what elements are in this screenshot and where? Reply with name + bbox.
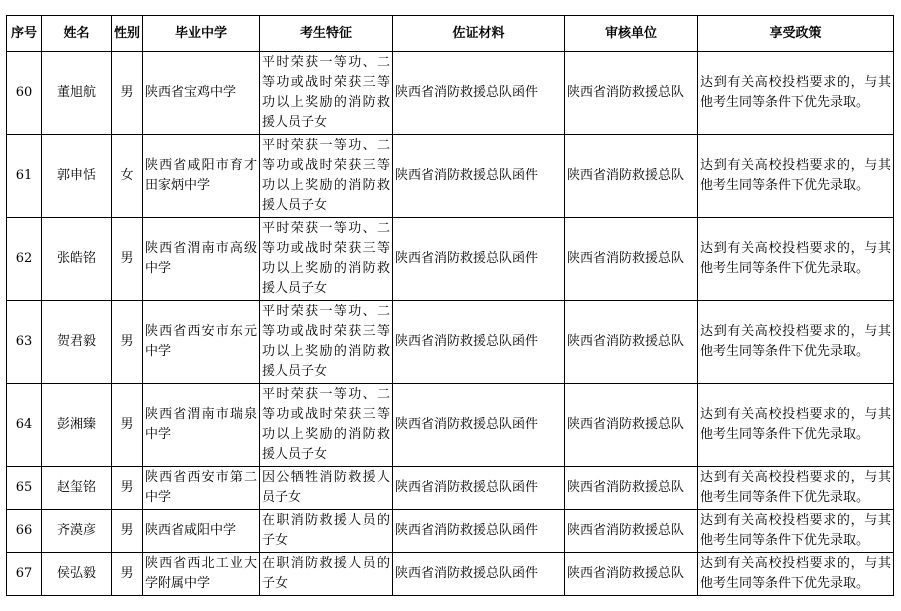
cell-policy: 达到有关高校投档要求的，与其他考生同等条件下优先录取。 — [698, 467, 894, 510]
policy-table — [6, 15, 894, 596]
cell-policy: 达到有关高校投档要求的，与其他考生同等条件下优先录取。 — [698, 553, 894, 596]
table-row — [7, 467, 894, 510]
cell-feature: 平时荣获一等功、二等功或战时荣获三等功以上奖励的消防救援人员子女 — [260, 384, 393, 467]
cell-school: 陕西省西安市第二中学 — [143, 467, 260, 510]
cell-evidence: 陕西省消防救援总队函件 — [393, 384, 565, 467]
cell-name: 张皓铭 — [42, 218, 112, 301]
cell-no: 64 — [7, 384, 42, 467]
cell-gender: 男 — [112, 52, 143, 135]
cell-school: 陕西省渭南市瑞泉中学 — [143, 384, 260, 467]
table-row — [7, 384, 894, 467]
cell-unit: 陕西省消防救援总队 — [565, 52, 698, 135]
table-row — [7, 218, 894, 301]
table-row — [7, 135, 894, 218]
header-school: 毕业中学 — [143, 16, 260, 52]
cell-unit: 陕西省消防救援总队 — [565, 218, 698, 301]
cell-no: 60 — [7, 52, 42, 135]
cell-school: 陕西省西北工业大学附属中学 — [143, 553, 260, 596]
cell-no: 65 — [7, 467, 42, 510]
cell-feature: 因公牺牲消防救援人员子女 — [260, 467, 393, 510]
cell-name: 贺君毅 — [42, 301, 112, 384]
cell-gender: 男 — [112, 553, 143, 596]
cell-name: 齐漠彦 — [42, 510, 112, 553]
header-name: 姓名 — [42, 16, 112, 52]
table-row — [7, 301, 894, 384]
cell-evidence: 陕西省消防救援总队函件 — [393, 135, 565, 218]
cell-policy: 达到有关高校投档要求的，与其他考生同等条件下优先录取。 — [698, 301, 894, 384]
cell-evidence: 陕西省消防救援总队函件 — [393, 301, 565, 384]
cell-unit: 陕西省消防救援总队 — [565, 467, 698, 510]
cell-unit: 陕西省消防救援总队 — [565, 135, 698, 218]
cell-feature: 在职消防救援人员的子女 — [260, 553, 393, 596]
cell-evidence: 陕西省消防救援总队函件 — [393, 52, 565, 135]
table-header-row — [7, 16, 894, 52]
cell-no: 63 — [7, 301, 42, 384]
cell-no: 67 — [7, 553, 42, 596]
cell-name: 赵玺铭 — [42, 467, 112, 510]
cell-gender: 男 — [112, 384, 143, 467]
cell-unit: 陕西省消防救援总队 — [565, 384, 698, 467]
cell-unit: 陕西省消防救援总队 — [565, 553, 698, 596]
cell-feature: 平时荣获一等功、二等功或战时荣获三等功以上奖励的消防救援人员子女 — [260, 218, 393, 301]
cell-name: 郭申恬 — [42, 135, 112, 218]
header-policy: 享受政策 — [698, 16, 894, 52]
cell-policy: 达到有关高校投档要求的，与其他考生同等条件下优先录取。 — [698, 510, 894, 553]
cell-gender: 女 — [112, 135, 143, 218]
cell-no: 62 — [7, 218, 42, 301]
cell-school: 陕西省宝鸡中学 — [143, 52, 260, 135]
cell-evidence: 陕西省消防救援总队函件 — [393, 218, 565, 301]
cell-unit: 陕西省消防救援总队 — [565, 301, 698, 384]
cell-feature: 平时荣获一等功、二等功或战时荣获三等功以上奖励的消防救援人员子女 — [260, 52, 393, 135]
header-no: 序号 — [7, 16, 42, 52]
cell-feature: 在职消防救援人员的子女 — [260, 510, 393, 553]
table-row — [7, 52, 894, 135]
cell-school: 陕西省咸阳市育才田家炳中学 — [143, 135, 260, 218]
cell-unit: 陕西省消防救援总队 — [565, 510, 698, 553]
cell-gender: 男 — [112, 467, 143, 510]
cell-policy: 达到有关高校投档要求的，与其他考生同等条件下优先录取。 — [698, 135, 894, 218]
cell-evidence: 陕西省消防救援总队函件 — [393, 553, 565, 596]
cell-evidence: 陕西省消防救援总队函件 — [393, 510, 565, 553]
cell-school: 陕西省渭南市高级中学 — [143, 218, 260, 301]
table-row — [7, 510, 894, 553]
cell-school: 陕西省咸阳中学 — [143, 510, 260, 553]
cell-name: 彭湘臻 — [42, 384, 112, 467]
cell-gender: 男 — [112, 510, 143, 553]
cell-feature: 平时荣获一等功、二等功或战时荣获三等功以上奖励的消防救援人员子女 — [260, 135, 393, 218]
cell-name: 侯弘毅 — [42, 553, 112, 596]
cell-school: 陕西省西安市东元中学 — [143, 301, 260, 384]
cell-gender: 男 — [112, 218, 143, 301]
header-gender: 性别 — [112, 16, 143, 52]
cell-name: 董旭航 — [42, 52, 112, 135]
table-row — [7, 553, 894, 596]
header-feature: 考生特征 — [260, 16, 393, 52]
cell-no: 61 — [7, 135, 42, 218]
cell-no: 66 — [7, 510, 42, 553]
cell-feature: 平时荣获一等功、二等功或战时荣获三等功以上奖励的消防救援人员子女 — [260, 301, 393, 384]
cell-policy: 达到有关高校投档要求的，与其他考生同等条件下优先录取。 — [698, 218, 894, 301]
cell-gender: 男 — [112, 301, 143, 384]
cell-evidence: 陕西省消防救援总队函件 — [393, 467, 565, 510]
cell-policy: 达到有关高校投档要求的，与其他考生同等条件下优先录取。 — [698, 52, 894, 135]
cell-policy: 达到有关高校投档要求的，与其他考生同等条件下优先录取。 — [698, 384, 894, 467]
header-evidence: 佐证材料 — [393, 16, 565, 52]
header-unit: 审核单位 — [565, 16, 698, 52]
